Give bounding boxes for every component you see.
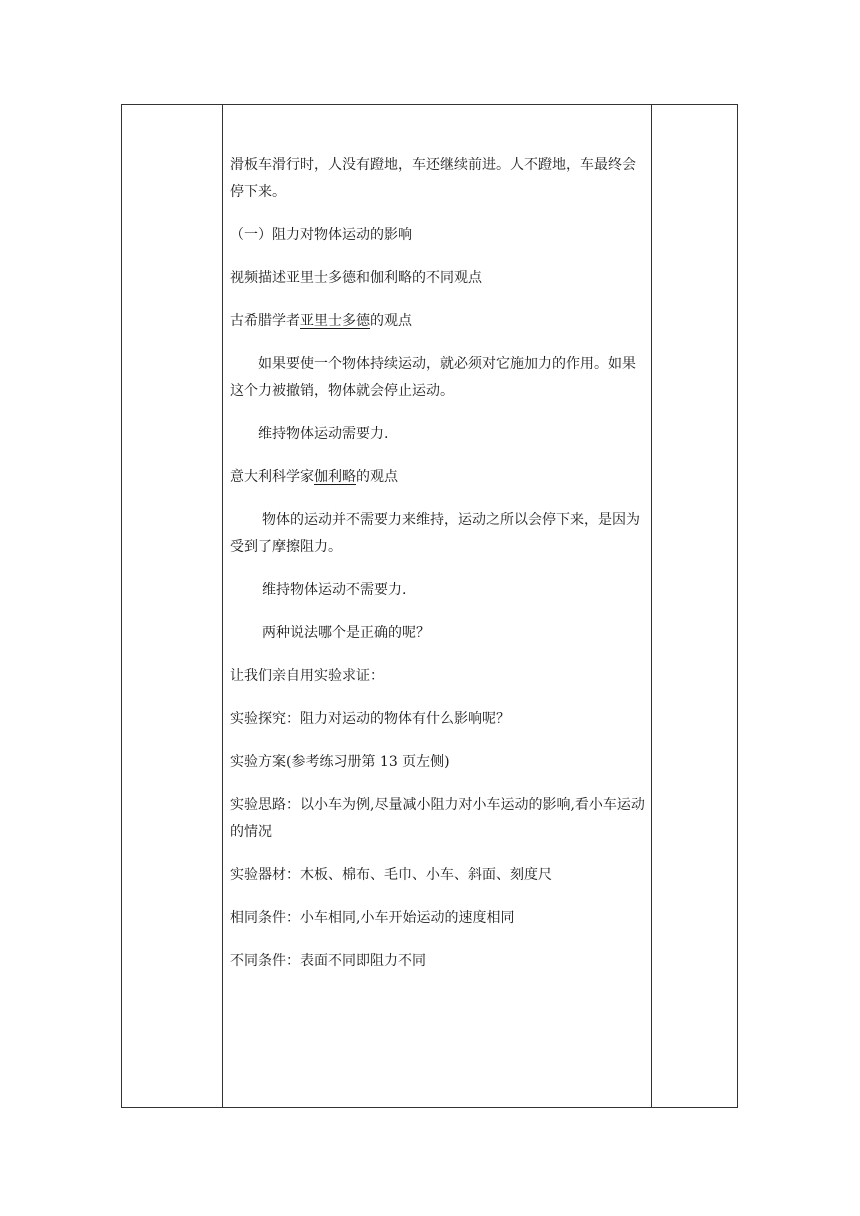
experiment-idea: 实验思路：以小车为例,尽量减小阻力对小车运动的影响,看小车运动的情况 bbox=[230, 797, 645, 840]
different-conditions: 不同条件：表面不同即阻力不同 bbox=[230, 953, 426, 969]
aristotle-name: 亚里士多德 bbox=[300, 313, 370, 329]
lesson-table bbox=[121, 104, 738, 1108]
table-column-divider-left bbox=[222, 105, 223, 1107]
experiment-question: 实验探究：阻力对运动的物体有什么影响呢？ bbox=[230, 711, 510, 727]
video-description: 视频描述亚里士多德和伽利略的不同观点 bbox=[230, 270, 482, 286]
aristotle-heading bbox=[230, 308, 648, 335]
galileo-heading bbox=[230, 464, 648, 491]
experiment-plan: 实验方案(参考练习册第 13 页左侧) bbox=[230, 754, 450, 770]
galileo-heading-suffix: 的观点 bbox=[356, 469, 398, 485]
aristotle-heading-prefix: 古希腊学者 bbox=[230, 313, 300, 329]
aristotle-conclusion: 维持物体运动需要力. bbox=[258, 426, 389, 442]
question-paragraph: 两种说法哪个是正确的呢？ bbox=[262, 625, 430, 641]
intro-paragraph: 滑板车滑行时，人没有蹬地，车还继续前进。人不蹬地，车最终会停下来。 bbox=[230, 157, 636, 200]
aristotle-heading-suffix: 的观点 bbox=[370, 313, 412, 329]
galileo-conclusion: 维持物体运动不需要力. bbox=[262, 582, 407, 598]
experiment-intro: 让我们亲自用实验求证： bbox=[230, 668, 384, 684]
lesson-content-cell bbox=[230, 152, 648, 991]
same-conditions: 相同条件：小车相同,小车开始运动的速度相同 bbox=[230, 910, 515, 926]
experiment-materials: 实验器材：木板、棉布、毛巾、小车、斜面、刻度尺 bbox=[230, 867, 552, 883]
section-heading: （一）阻力对物体运动的影响 bbox=[230, 227, 412, 243]
galileo-heading-prefix: 意大利科学家 bbox=[230, 469, 314, 485]
galileo-view: 物体的运动并不需要力来维持，运动之所以会停下来，是因为受到了摩擦阻力。 bbox=[230, 512, 640, 555]
galileo-name: 伽利略 bbox=[314, 469, 356, 485]
table-column-divider-right bbox=[651, 105, 652, 1107]
aristotle-view: 如果要使一个物体持续运动，就必须对它施加力的作用。如果这个力被撤销，物体就会停止运动。 bbox=[230, 356, 636, 399]
